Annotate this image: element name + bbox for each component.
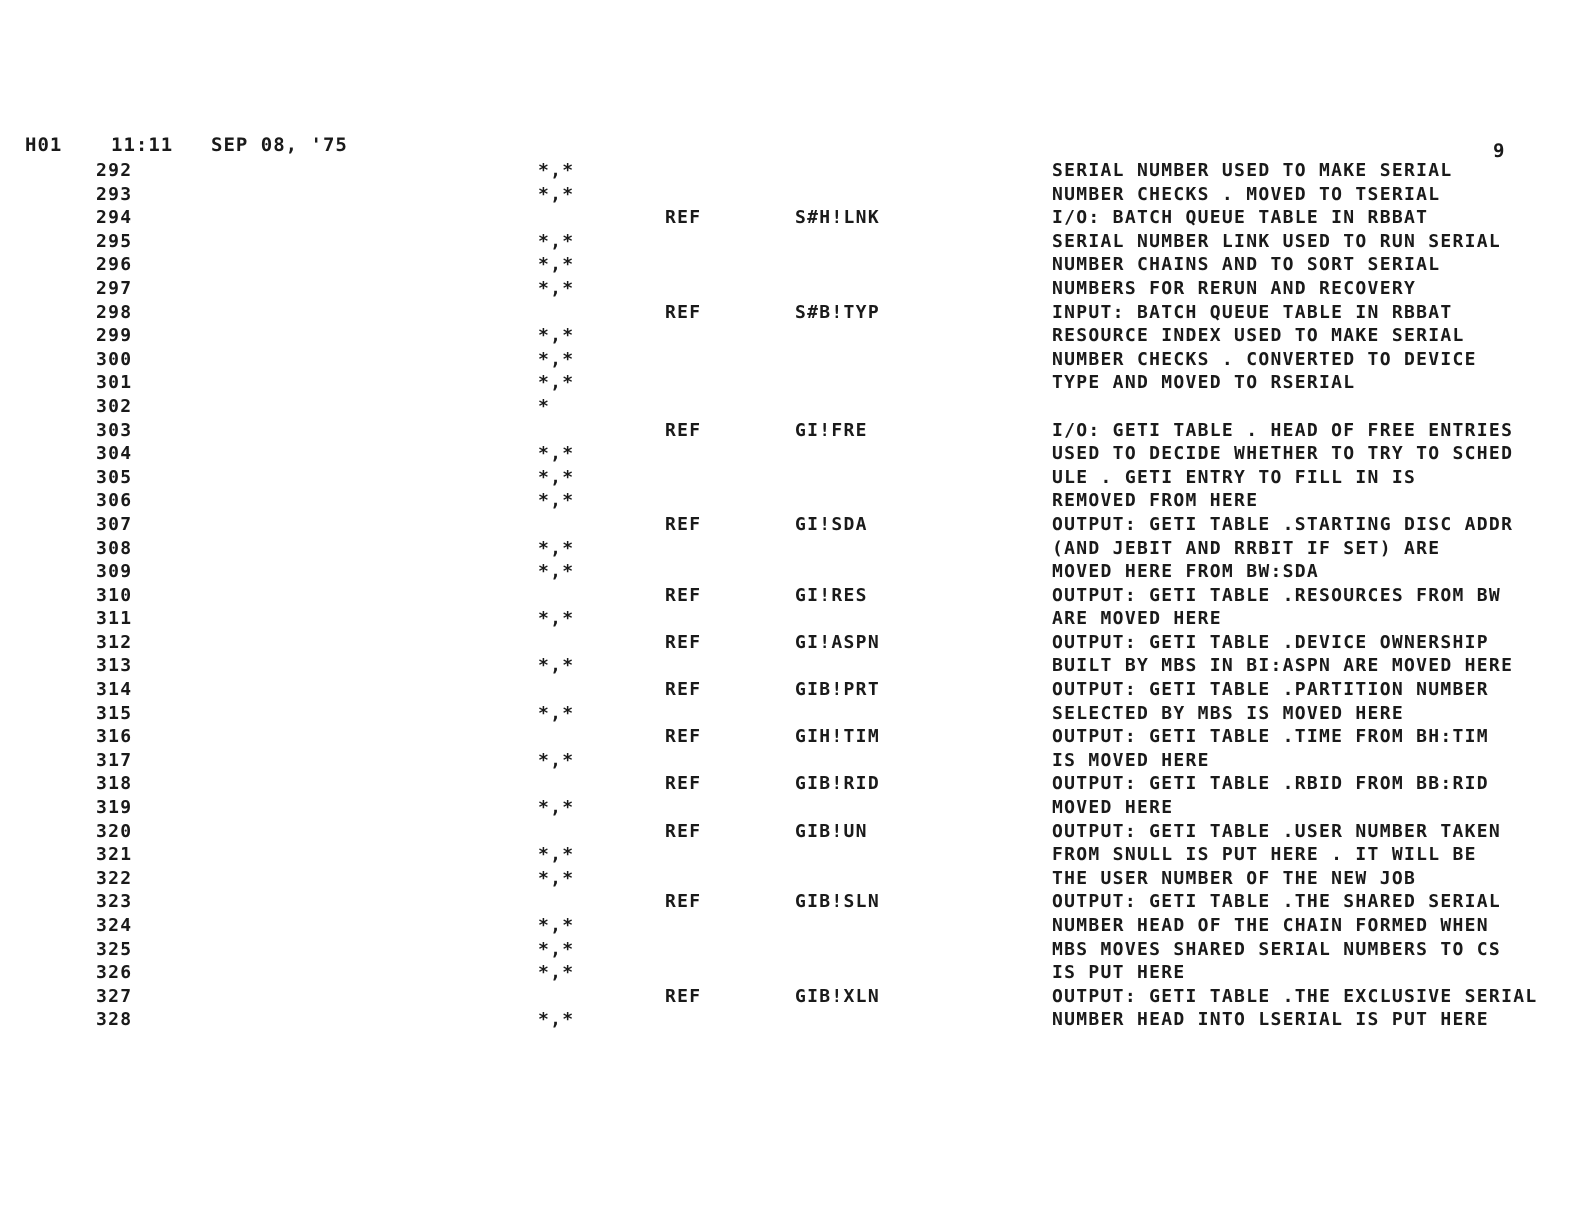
line-number: 310 (96, 584, 133, 606)
listing-row (0, 915, 1584, 939)
listing-row (0, 679, 1584, 703)
listing-row (0, 585, 1584, 609)
line-number: 305 (96, 466, 133, 488)
line-number: 311 (96, 608, 133, 630)
comment-marker: *,* (538, 702, 575, 724)
listing-row (0, 325, 1584, 349)
opcode: REF (665, 820, 702, 842)
comment-text: SELECTED BY MBS IS MOVED HERE (1052, 702, 1404, 724)
operand: GI!FRE (795, 419, 868, 441)
comment-text: I/O: GETI TABLE . HEAD OF FREE ENTRIES (1052, 419, 1514, 441)
listing-row (0, 773, 1584, 797)
line-number: 318 (96, 773, 133, 795)
listing-row (0, 207, 1584, 231)
listing-row (0, 868, 1584, 892)
listing-row (0, 797, 1584, 821)
comment-text: USED TO DECIDE WHETHER TO TRY TO SCHED (1052, 443, 1514, 465)
comment-marker: * (538, 395, 551, 417)
line-number: 320 (96, 820, 133, 842)
line-number: 314 (96, 679, 133, 701)
operand: S#B!TYP (795, 301, 880, 323)
comment-marker: *,* (538, 160, 575, 181)
line-number: 319 (96, 797, 133, 819)
comment-marker: *,* (538, 443, 575, 465)
page-number: 9 (1493, 140, 1506, 162)
comment-text: OUTPUT: GETI TABLE .USER NUMBER TAKEN (1052, 820, 1502, 842)
comment-text: REMOVED FROM HERE (1052, 490, 1259, 512)
comment-text: OUTPUT: GETI TABLE .PARTITION NUMBER (1052, 679, 1489, 701)
listing-row (0, 420, 1584, 444)
listing-row (0, 514, 1584, 538)
line-number: 321 (96, 844, 133, 866)
operand: GIB!PRT (795, 679, 880, 701)
listing-row (0, 467, 1584, 491)
opcode: REF (665, 631, 702, 653)
line-number: 299 (96, 325, 133, 347)
listing-row (0, 349, 1584, 373)
comment-marker: *,* (538, 561, 575, 583)
line-number: 295 (96, 230, 133, 252)
line-number: 300 (96, 348, 133, 370)
line-number: 326 (96, 962, 133, 984)
line-number: 309 (96, 561, 133, 583)
comment-marker: *,* (538, 915, 575, 936)
comment-marker: *,* (538, 608, 575, 630)
opcode: REF (665, 726, 702, 748)
comment-text: OUTPUT: GETI TABLE .DEVICE OWNERSHIP (1052, 631, 1489, 653)
listing-row (0, 160, 1584, 184)
line-number: 327 (96, 985, 133, 1007)
comment-marker: *,* (538, 230, 575, 252)
opcode: REF (665, 773, 702, 795)
comment-marker: *,* (538, 466, 575, 488)
line-number: 293 (96, 183, 133, 205)
line-number: 304 (96, 443, 133, 465)
line-number: 297 (96, 277, 133, 299)
line-number: 323 (96, 891, 133, 913)
comment-text: ULE . GETI ENTRY TO FILL IN IS (1052, 466, 1417, 488)
comment-marker: *,* (538, 749, 575, 771)
comment-text: (AND JEBIT AND RRBIT IF SET) ARE (1052, 537, 1441, 559)
listing-row (0, 844, 1584, 868)
listing-row (0, 939, 1584, 963)
listing-row (0, 821, 1584, 845)
listing-row (0, 891, 1584, 915)
comment-text: RESOURCE INDEX USED TO MAKE SERIAL (1052, 325, 1465, 347)
listing-row (0, 231, 1584, 255)
comment-text: BUILT BY MBS IN BI:ASPN ARE MOVED HERE (1052, 655, 1514, 677)
comment-text: OUTPUT: GETI TABLE .STARTING DISC ADDR (1052, 513, 1514, 535)
comment-text: I/O: BATCH QUEUE TABLE IN RBBAT (1052, 207, 1429, 229)
comment-text: OUTPUT: GETI TABLE .RBID FROM BB:RID (1052, 773, 1489, 795)
line-number: 317 (96, 749, 133, 771)
line-number: 302 (96, 395, 133, 417)
listing-row (0, 538, 1584, 562)
opcode: REF (665, 301, 702, 323)
comment-marker: *,* (538, 1009, 575, 1031)
operand: GIH!TIM (795, 726, 880, 748)
line-number: 315 (96, 702, 133, 724)
line-number: 296 (96, 254, 133, 276)
line-number: 306 (96, 490, 133, 512)
comment-marker: *,* (538, 844, 575, 866)
line-number: 301 (96, 372, 133, 394)
line-number: 292 (96, 160, 133, 181)
opcode: REF (665, 207, 702, 229)
code-listing (0, 160, 1584, 1033)
listing-row (0, 302, 1584, 326)
opcode: REF (665, 419, 702, 441)
comment-text: NUMBERS FOR RERUN AND RECOVERY (1052, 277, 1417, 299)
comment-marker: *,* (538, 277, 575, 299)
operand: GI!RES (795, 584, 868, 606)
listing-row (0, 490, 1584, 514)
comment-text: MBS MOVES SHARED SERIAL NUMBERS TO CS (1052, 938, 1502, 960)
comment-text: TYPE AND MOVED TO RSERIAL (1052, 372, 1356, 394)
listing-row (0, 184, 1584, 208)
comment-text: INPUT: BATCH QUEUE TABLE IN RBBAT (1052, 301, 1453, 323)
listing-row (0, 703, 1584, 727)
page-header (0, 134, 1584, 162)
opcode: REF (665, 891, 702, 913)
line-number: 294 (96, 207, 133, 229)
listing-row (0, 1009, 1584, 1033)
comment-marker: *,* (538, 962, 575, 984)
comment-marker: *,* (538, 325, 575, 347)
listing-row (0, 443, 1584, 467)
listing-row (0, 608, 1584, 632)
line-number: 303 (96, 419, 133, 441)
opcode: REF (665, 985, 702, 1007)
line-number: 322 (96, 867, 133, 889)
comment-marker: *,* (538, 537, 575, 559)
comment-text: OUTPUT: GETI TABLE .THE EXCLUSIVE SERIAL (1052, 985, 1538, 1007)
listing-date: SEP 08, '75 (211, 134, 348, 156)
comment-text: IS MOVED HERE (1052, 749, 1210, 771)
opcode: REF (665, 584, 702, 606)
comment-text: SERIAL NUMBER LINK USED TO RUN SERIAL (1052, 230, 1502, 252)
comment-marker: *,* (538, 938, 575, 960)
comment-text: OUTPUT: GETI TABLE .RESOURCES FROM BW (1052, 584, 1502, 606)
comment-text: ARE MOVED HERE (1052, 608, 1222, 630)
listing-time: 11:11 (111, 134, 174, 156)
operand: GIB!RID (795, 773, 880, 795)
listing-row (0, 726, 1584, 750)
operand: GIB!SLN (795, 891, 880, 913)
comment-marker: *,* (538, 372, 575, 394)
listing-row (0, 962, 1584, 986)
comment-text: NUMBER CHAINS AND TO SORT SERIAL (1052, 254, 1441, 276)
line-number: 312 (96, 631, 133, 653)
operand: GIB!UN (795, 820, 868, 842)
comment-marker: *,* (538, 867, 575, 889)
operand: GIB!XLN (795, 985, 880, 1007)
line-number: 324 (96, 915, 133, 936)
line-number: 316 (96, 726, 133, 748)
comment-text: MOVED HERE (1052, 797, 1174, 819)
comment-text: FROM SNULL IS PUT HERE . IT WILL BE (1052, 844, 1477, 866)
operand: GI!ASPN (795, 631, 880, 653)
listing-row (0, 655, 1584, 679)
listing-row (0, 986, 1584, 1010)
listing-row (0, 632, 1584, 656)
comment-marker: *,* (538, 348, 575, 370)
listing-row (0, 750, 1584, 774)
line-number: 328 (96, 1009, 133, 1031)
listing-row (0, 561, 1584, 585)
line-number: 313 (96, 655, 133, 677)
listing-row (0, 372, 1584, 396)
comment-marker: *,* (538, 254, 575, 276)
line-number: 298 (96, 301, 133, 323)
listing-id: H01 (25, 134, 63, 156)
opcode: REF (665, 513, 702, 535)
comment-text: IS PUT HERE (1052, 962, 1186, 984)
comment-text: NUMBER HEAD OF THE CHAIN FORMED WHEN (1052, 915, 1489, 936)
comment-marker: *,* (538, 183, 575, 205)
comment-marker: *,* (538, 797, 575, 819)
listing-row (0, 254, 1584, 278)
comment-text: SERIAL NUMBER USED TO MAKE SERIAL (1052, 160, 1453, 181)
comment-text: MOVED HERE FROM BW:SDA (1052, 561, 1320, 583)
comment-text: OUTPUT: GETI TABLE .TIME FROM BH:TIM (1052, 726, 1489, 748)
operand: S#H!LNK (795, 207, 880, 229)
listing-row (0, 396, 1584, 420)
listing-row (0, 278, 1584, 302)
comment-marker: *,* (538, 490, 575, 512)
comment-marker: *,* (538, 655, 575, 677)
opcode: REF (665, 679, 702, 701)
comment-text: OUTPUT: GETI TABLE .THE SHARED SERIAL (1052, 891, 1502, 913)
comment-text: NUMBER CHECKS . CONVERTED TO DEVICE (1052, 348, 1477, 370)
operand: GI!SDA (795, 513, 868, 535)
comment-text: NUMBER HEAD INTO LSERIAL IS PUT HERE (1052, 1009, 1489, 1031)
line-number: 325 (96, 938, 133, 960)
line-number: 307 (96, 513, 133, 535)
comment-text: NUMBER CHECKS . MOVED TO TSERIAL (1052, 183, 1441, 205)
comment-text: THE USER NUMBER OF THE NEW JOB (1052, 867, 1417, 889)
line-number: 308 (96, 537, 133, 559)
